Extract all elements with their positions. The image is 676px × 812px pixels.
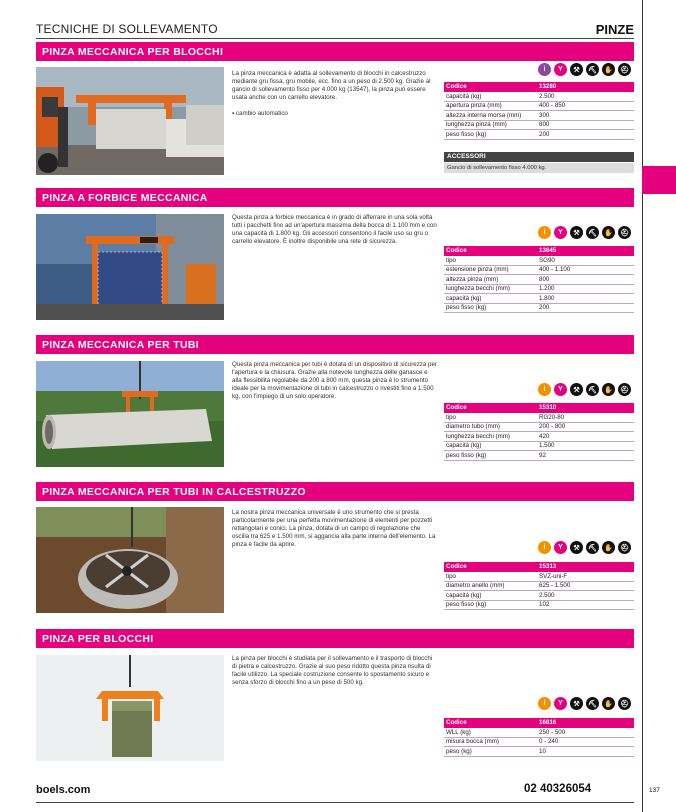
hand-icon: ✋ [602, 697, 615, 710]
crane-icon: ⛏ [586, 697, 599, 710]
spec-header-row [444, 718, 634, 728]
helmet-icon: ⛑ [618, 226, 631, 239]
spec-value: 10 [537, 747, 634, 757]
crane-icon: ⛏ [586, 383, 599, 396]
description-3: Questa pinza meccanica per tubi è dotata di un dispositivo di sicurezza per l'apertura e la chiusura. Grazie alla notevole lunghezza delle ganasce e alla flessibilità regolabile da 200 a 800 mm, questa pinza è lo strumento ideale per la movimentazione di tubi in calcestruzzo o rivestiti fino a 1.500 kg, con l'impiego di un solo operatore. [232, 361, 437, 400]
spec-label: tipo [444, 256, 537, 266]
spec-value: 200 - 800 [537, 422, 634, 432]
helmet-icon: ⛑ [618, 383, 631, 396]
spec-label: capacità (kg) [444, 92, 537, 102]
spec-row [444, 120, 634, 130]
spec-row [444, 747, 634, 757]
feature-bullet-text-1: cambio automatico [235, 110, 288, 117]
chapter-tab [642, 166, 676, 194]
spec-row [444, 572, 634, 582]
spec-label: altezza interna morsa (mm) [444, 111, 537, 121]
spec-row [444, 284, 634, 294]
spec-label: capacità (kg) [444, 591, 537, 601]
description-2: Questa pinza a forbice meccanica è in grado di afferrare in una sola volta tutti i pacchetti fino ad un'apertura massima della bocca di 1.100 mm e con una capacità di 1.800 kg. Gli accessori consentono il facile uso su gru o carrello elevatore. È inoltre disponibile una rete di sicurezza. [232, 214, 437, 245]
spec-row [444, 256, 634, 266]
info-icon: i [538, 63, 551, 76]
section-title-2: PINZA A FORBICE MECCANICA [36, 188, 634, 207]
spec-row [444, 581, 634, 591]
spec-label: WLL (kg) [444, 728, 537, 738]
helmet-icon: ⛑ [618, 697, 631, 710]
y-icon: Y [554, 226, 567, 239]
hand-icon: ✋ [602, 226, 615, 239]
spec-label: lunghezza becchi (mm) [444, 432, 537, 442]
info-icon: i [538, 697, 551, 710]
spec-label: apertura pinza (mm) [444, 101, 537, 111]
spec-row [444, 432, 634, 442]
tool-icon: ⚒ [570, 697, 583, 710]
footer-website[interactable]: boels.com [36, 784, 91, 796]
description-4: La nostra pinza meccanica universale è uno strumento che si presta particolarmente per una perfetta movimentazione di elementi per pozzetti rettangolari e conici. La pinza, dotata di un campo di regolazione che oscilla tra 625 e 1.500 mm, si aggancia alla parte interna dell'elemento. La pinza è facile da aprire. [232, 509, 436, 548]
spec-table-3 [444, 403, 634, 461]
accessories-title: ACCESSORI [444, 152, 634, 162]
spec-value: 0 - 240 [537, 737, 634, 747]
spec-label: lunghezza becchi (mm) [444, 284, 537, 294]
tool-icon: ⚒ [570, 226, 583, 239]
y-icon: Y [554, 63, 567, 76]
spec-label: tipo [444, 413, 537, 423]
y-icon: Y [554, 541, 567, 554]
spec-code-value: 15310 [537, 403, 634, 413]
spec-header-row [444, 82, 634, 92]
section-title-3: PINZA MECCANICA PER TUBI [36, 335, 634, 354]
spec-row [444, 101, 634, 111]
spec-value: 420 [537, 432, 634, 442]
spec-code-value: 15313 [537, 562, 634, 572]
spec-value: 250 - 500 [537, 728, 634, 738]
spec-row [444, 275, 634, 285]
spec-code-label: Codice [444, 562, 537, 572]
product-photo-4 [36, 507, 224, 613]
icon-row-4 [538, 541, 631, 554]
y-icon: Y [554, 697, 567, 710]
spec-row [444, 600, 634, 610]
icon-row-3 [538, 383, 631, 396]
spec-table-1 [444, 82, 634, 140]
tool-icon: ⚒ [570, 63, 583, 76]
spec-header-row [444, 562, 634, 572]
spec-value: 200 [537, 303, 634, 313]
spec-value: 92 [537, 451, 634, 461]
spec-value: RG20-80 [537, 413, 634, 423]
hand-icon: ✋ [602, 63, 615, 76]
spec-header-row [444, 403, 634, 413]
spec-label: capacità (kg) [444, 441, 537, 451]
description-1 [232, 70, 437, 118]
spec-row [444, 111, 634, 121]
spec-row [444, 265, 634, 275]
spec-header-row [444, 246, 634, 256]
info-icon: i [538, 226, 551, 239]
spec-row [444, 130, 634, 140]
product-photo-2 [36, 214, 224, 320]
spec-label: misura bocca (mm) [444, 737, 537, 747]
accessories-text: Gancio di sollevamento fisso 4.000 kg. [444, 163, 634, 173]
spec-row [444, 737, 634, 747]
footer-divider [36, 802, 634, 803]
icon-row-2 [538, 226, 631, 239]
spec-label: peso fisso (kg) [444, 130, 537, 140]
info-icon: i [538, 383, 551, 396]
spec-value: SVZ-uni-F [537, 572, 634, 582]
spec-row [444, 728, 634, 738]
spec-row [444, 591, 634, 601]
spec-value: 2.500 [537, 591, 634, 601]
spec-label: capacità (kg) [444, 294, 537, 304]
spec-label: peso fisso (kg) [444, 451, 537, 461]
tool-icon: ⚒ [570, 383, 583, 396]
spec-row [444, 422, 634, 432]
description-text-1: La pinza meccanica è adatta al sollevamento di blocchi in calcestruzzo mediante gru fissa, gru mobile, ecc. fino a un peso di 2.500 kg. Grazie al gancio di sollevamento fisso per 4.000 kg (13547), la pinza può essere usata anche con un carrello elevatore. [232, 70, 431, 101]
spec-value: 800 [537, 275, 634, 285]
spec-value: 2.500 [537, 92, 634, 102]
spec-label: lunghezza pinza (mm) [444, 120, 537, 130]
icon-row-5 [538, 697, 631, 710]
side-divider [642, 0, 643, 812]
spec-row [444, 92, 634, 102]
spec-label: diametro tubo (mm) [444, 422, 537, 432]
hand-icon: ✋ [602, 541, 615, 554]
spec-value: 400 - 1.100 [537, 265, 634, 275]
spec-value: 400 - 850 [537, 101, 634, 111]
spec-label: peso (kg) [444, 747, 537, 757]
spec-value: 300 [537, 111, 634, 121]
page-header [36, 22, 634, 38]
header-section: PINZE [595, 22, 634, 37]
spec-table-4 [444, 562, 634, 610]
page-number: 137 [649, 787, 660, 794]
feature-bullet-1: ▪ cambio automatico [232, 110, 288, 117]
product-photo-5 [36, 655, 224, 761]
spec-code-label: Codice [444, 246, 537, 256]
spec-code-value: 16816 [537, 718, 634, 728]
spec-value: 800 [537, 120, 634, 130]
spec-row [444, 451, 634, 461]
hand-icon: ✋ [602, 383, 615, 396]
spec-code-label: Codice [444, 403, 537, 413]
spec-row [444, 303, 634, 313]
y-icon: Y [554, 383, 567, 396]
spec-label: diametro anello (mm) [444, 581, 537, 591]
spec-value: 1.800 [537, 294, 634, 304]
crane-icon: ⛏ [586, 226, 599, 239]
spec-value: 1.200 [537, 284, 634, 294]
footer-phone: 02 40326054 [524, 783, 592, 795]
spec-value: 102 [537, 600, 634, 610]
spec-label: estensione pinza (mm) [444, 265, 537, 275]
spec-table-2 [444, 246, 634, 313]
section-title-4: PINZA MECCANICA PER TUBI IN CALCESTRUZZO [36, 482, 634, 501]
tool-icon: ⚒ [570, 541, 583, 554]
spec-value: 1.500 [537, 441, 634, 451]
spec-label: peso fisso (kg) [444, 303, 537, 313]
spec-value: SG90 [537, 256, 634, 266]
spec-label: altezza pinza (mm) [444, 275, 537, 285]
helmet-icon: ⛑ [618, 541, 631, 554]
description-5: La pinza per blocchi è studiata per il sollevamento e il trasporto di blocchi di pietra e calcestruzzo. Grazie al suo peso ridotto questa pinza risulta di facile utilizzo. La speciale costruzione consente lo spostamento sicuro e senza sforzo di blocchi fino a un peso di 500 kg. [232, 655, 433, 686]
info-icon: i [538, 541, 551, 554]
spec-row [444, 294, 634, 304]
icon-row-1 [538, 63, 631, 76]
helmet-icon: ⛑ [618, 63, 631, 76]
spec-label: peso fisso (kg) [444, 600, 537, 610]
crane-icon: ⛏ [586, 63, 599, 76]
spec-value: 625 - 1.500 [537, 581, 634, 591]
product-photo-1 [36, 67, 224, 175]
header-category: TECNICHE DI SOLLEVAMENTO [36, 22, 218, 36]
product-photo-3 [36, 361, 224, 467]
header-divider [36, 38, 634, 39]
spec-row [444, 441, 634, 451]
spec-code-label: Codice [444, 718, 537, 728]
spec-code-label: Codice [444, 82, 537, 92]
spec-label: tipo [444, 572, 537, 582]
spec-table-5 [444, 718, 634, 757]
section-title-5: PINZA PER BLOCCHI [36, 629, 634, 648]
section-title-1: PINZA MECCANICA PER BLOCCHI [36, 42, 634, 61]
spec-row [444, 413, 634, 423]
spec-code-value: 13645 [537, 246, 634, 256]
spec-code-value: 13280 [537, 82, 634, 92]
spec-value: 200 [537, 130, 634, 140]
crane-icon: ⛏ [586, 541, 599, 554]
